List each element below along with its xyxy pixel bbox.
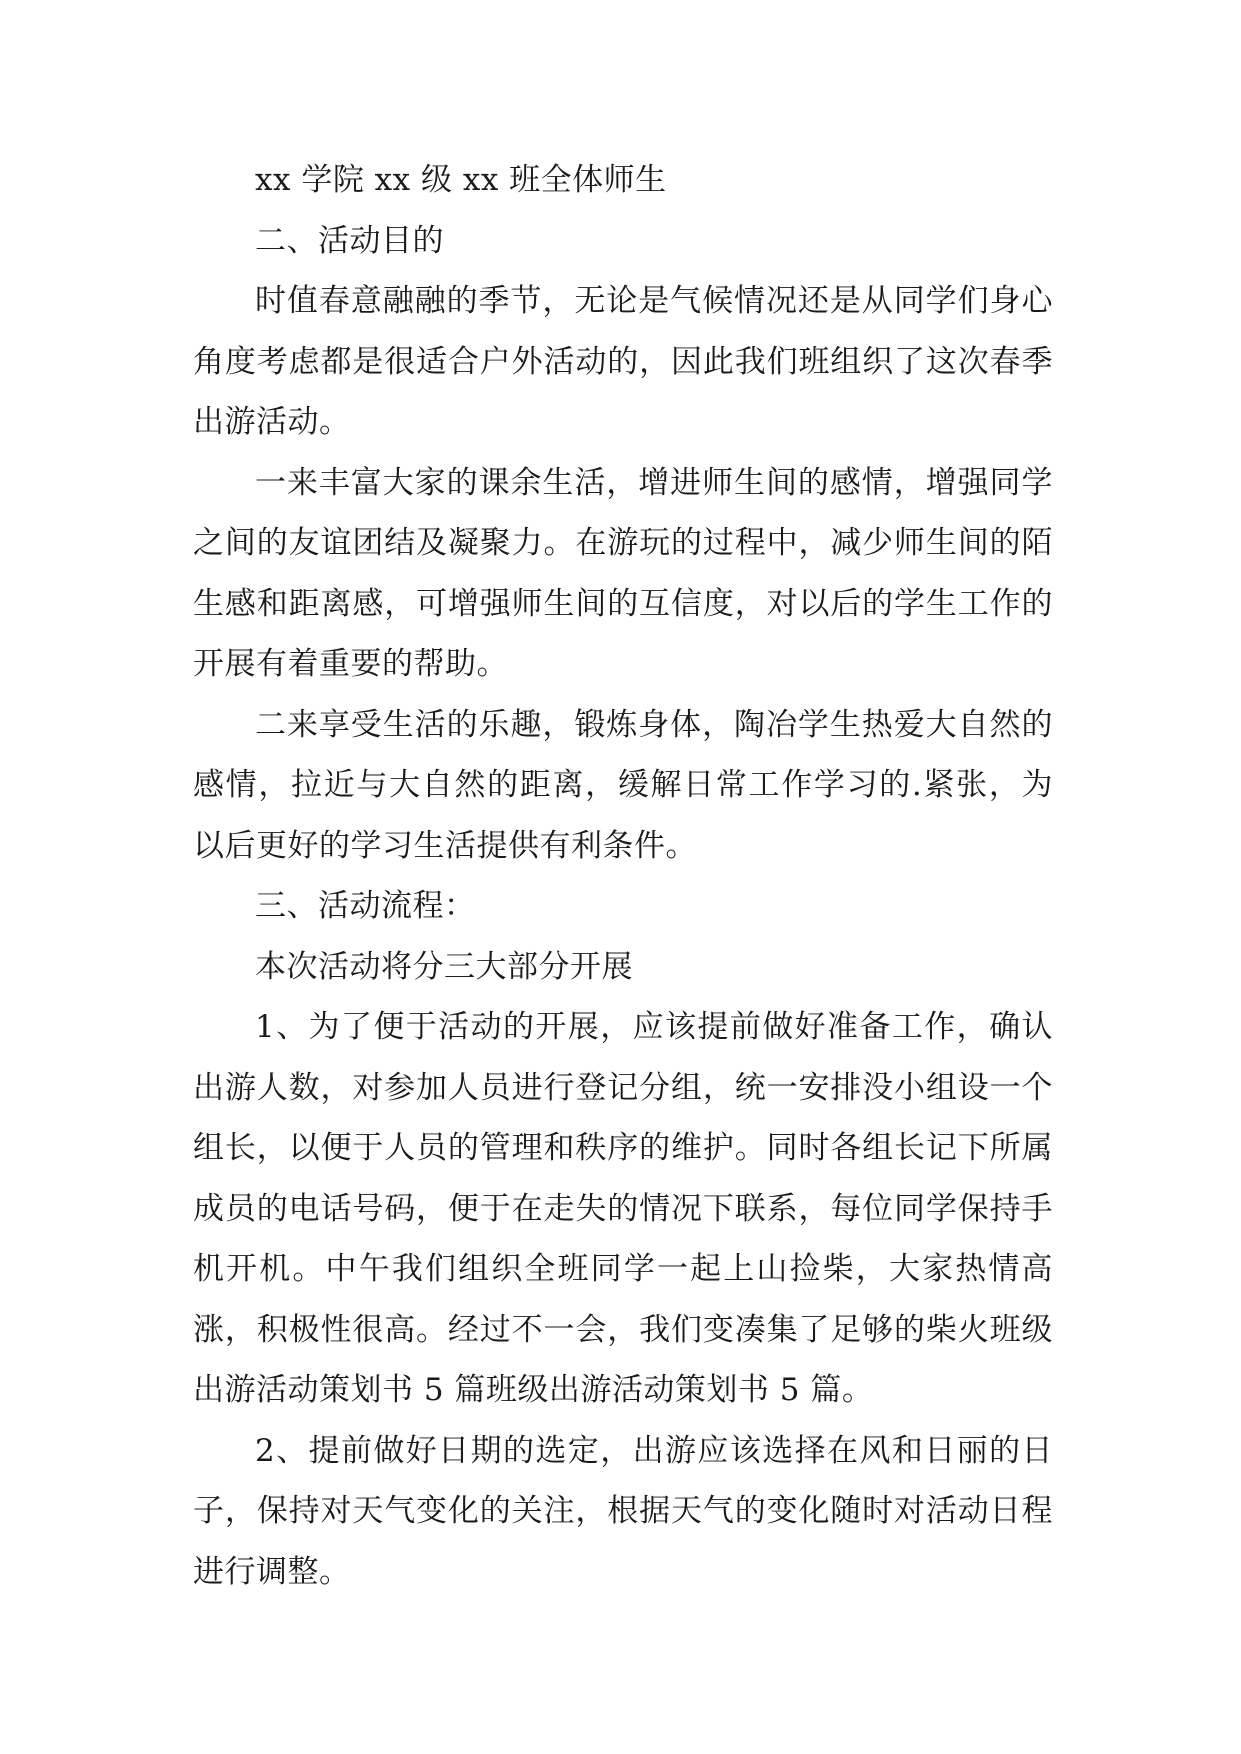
paragraph-purpose-intro: 时值春意融融的季节，无论是气候情况还是从同学们身心角度考虑都是很适合户外活动的，因此我们班组织了这次春季出游活动。 (193, 283, 1053, 440)
paragraph-purpose-second: 二来享受生活的乐趣，锻炼身体，陶冶学生热爱大自然的感情，拉近与大自然的距离，缓解日常工作学习的.紧张，为以后更好的学习生活提供有利条件。 (193, 706, 1053, 864)
section-heading-process: 三、活动流程： (255, 888, 476, 924)
paragraph-purpose-first: 一来丰富大家的课余生活，增进师生间的感情，增强同学之间的友谊团结及凝聚力。在游玩的过程中，减少师生间的陌生感和距离感，可增强师生间的互信度，对以后的学生工作的开展有着重要的帮助。 (193, 464, 1053, 682)
paragraph-process-step-1: 1、为了便于活动的开展，应该提前做好准备工作，确认出游人数，对参加人员进行登记分组，统一安排没小组设一个组长，以便于人员的管理和秩序的维护。同时各组长记下所属成员的电话号码，便于在走失的情况下联系，每位同学保持手机开机。中午我们组织全班同学一起上山捡柴，大家热情高涨，积极性很高。经过不一会，我们变凑集了足够的柴火班级出游活动策划书 5 篇班级出游活动策划书 5 篇。 (193, 1009, 1053, 1408)
participants-line: xx 学院 xx 级 xx 班全体师生 (255, 162, 667, 198)
paragraph-process-intro: 本次活动将分三大部分开展 (255, 948, 633, 985)
document-page (193, 150, 1053, 1602)
paragraph-process-step-2: 2、提前做好日期的选定，出游应该选择在风和日丽的日子，保持对天气变化的关注，根据天气的变化随时对活动日程进行调整。 (193, 1432, 1053, 1590)
section-heading-purpose: 二、活动目的 (255, 222, 444, 259)
